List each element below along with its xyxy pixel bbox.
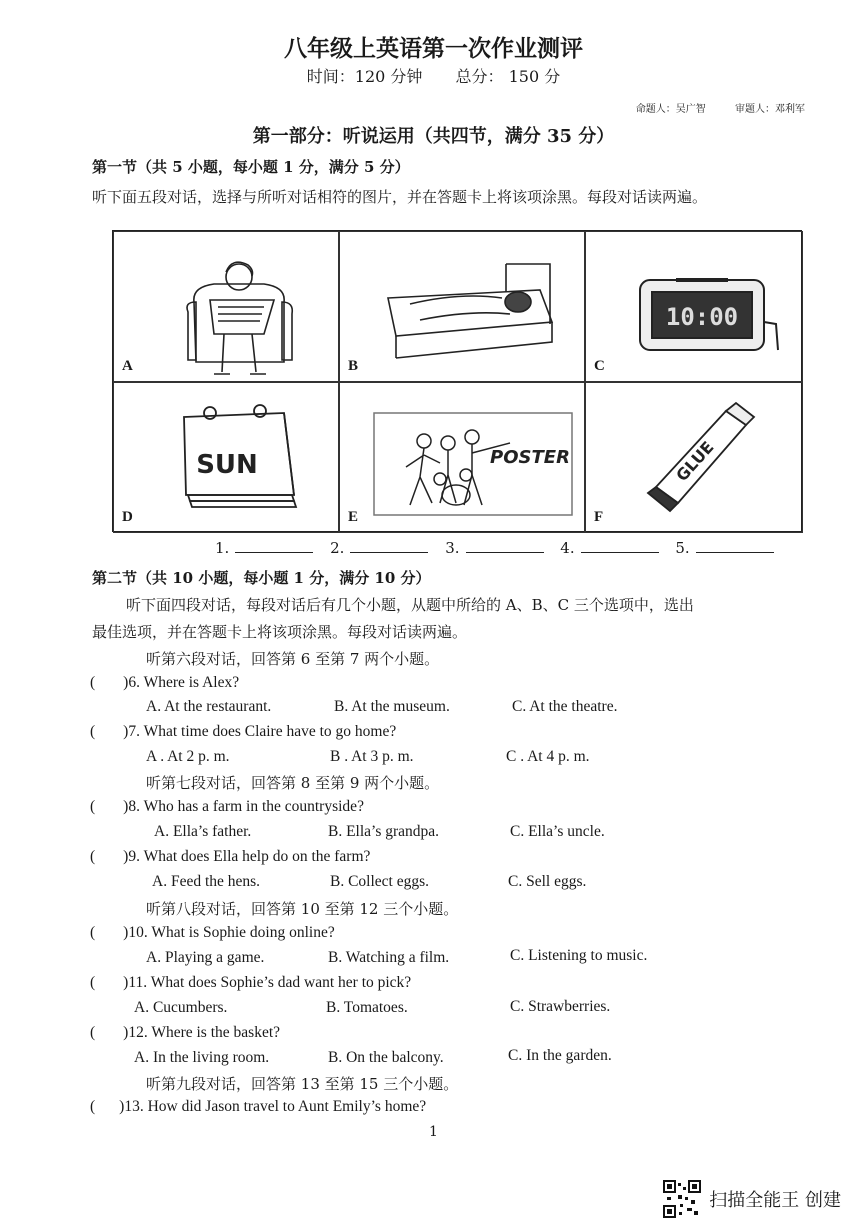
option-a: A. At the restaurant. [146, 698, 272, 715]
picture-f [585, 382, 803, 533]
page-number: 1 [429, 1124, 438, 1140]
picture-letter: D [122, 509, 133, 525]
option-c: C. Strawberries. [510, 998, 611, 1015]
option-c: C. At the theatre. [512, 698, 618, 715]
option-a: A. In the living room. [134, 1049, 270, 1066]
group-heading: 听第九段对话，回答第 13 至第 15 三个小题。 [146, 1075, 459, 1093]
option-c: C . At 4 p. m. [506, 748, 590, 765]
picture-e [339, 382, 585, 533]
exam-total-score: 总分： 150 分 [455, 67, 561, 86]
blank-3[interactable]: 3. [445, 538, 549, 557]
option-b: B. On the balcony. [328, 1049, 444, 1066]
picture-letter: C [594, 358, 605, 374]
poster-text: POSTER [490, 447, 570, 468]
option-b: B . At 3 p. m. [330, 748, 414, 765]
calendar-text: SUN [196, 450, 258, 480]
section-2-heading: 第二节（共 10 小题，每小题 1 分，满分 10 分） [92, 569, 431, 587]
option-c: C. In the garden. [508, 1047, 612, 1064]
part-heading: 第一部分：听说运用（共四节，满分 35 分） [252, 126, 615, 147]
glue-text: GLUE [672, 437, 718, 486]
exam-info [0, 64, 867, 87]
picture-letter: F [594, 509, 604, 525]
picture-b [339, 231, 585, 382]
scanner-watermark [663, 1180, 841, 1218]
picture-c [585, 231, 803, 382]
picture-a [113, 231, 339, 382]
setter: 命题人：吴广智 [635, 104, 706, 115]
option-a: A. Ella’s father. [154, 823, 252, 840]
option-a: A. Feed the hens. [152, 873, 261, 890]
blank-2[interactable]: 2. [330, 538, 434, 557]
question-10: ( )10. What is Sophie doing online? [90, 924, 335, 941]
question-12: ( )12. Where is the basket? [90, 1024, 281, 1041]
option-c: C. Ella’s uncle. [510, 823, 605, 840]
person-sleeping-icon [340, 232, 586, 383]
exam-time: 时间：120 分钟 [306, 67, 423, 86]
blank-4[interactable]: 4. [560, 538, 664, 557]
blank-1[interactable]: 1. [215, 538, 319, 557]
option-a: A . At 2 p. m. [146, 748, 230, 765]
question-7: ( )7. What time does Claire have to go home? [90, 723, 397, 740]
section-1-instruction: 听下面五段对话，选择与所听对话相符的图片，并在答题卡上将该项涂黑。每段对话读两遍。 [92, 188, 708, 206]
qr-code-icon [663, 1180, 701, 1218]
alarm-clock-icon [586, 232, 804, 383]
option-a: A. Cucumbers. [134, 999, 228, 1016]
glue-stick-icon [586, 383, 804, 534]
option-c: C. Sell eggs. [508, 873, 587, 890]
group-heading: 听第七段对话，回答第 8 至第 9 两个小题。 [146, 774, 440, 792]
group-heading: 听第六段对话，回答第 6 至第 7 两个小题。 [146, 650, 440, 668]
option-b: B. Tomatoes. [326, 999, 408, 1016]
page-title: 八年级上英语第一次作业测评 [284, 35, 583, 62]
option-b: B. Ella’s grandpa. [328, 823, 440, 840]
section-1-heading: 第一节（共 5 小题，每小题 1 分，满分 5 分） [92, 158, 410, 176]
question-6: ( )6. Where is Alex? [90, 674, 240, 691]
section-2-instruction-2: 最佳选项，并在答题卡上将该项涂黑。每段对话读两遍。 [92, 623, 468, 641]
picture-letter: E [348, 509, 359, 525]
exam-authors [610, 100, 805, 115]
band-poster-icon [340, 383, 586, 534]
picture-grid [112, 230, 802, 532]
calendar-sun-icon [114, 383, 340, 534]
option-c: C. Listening to music. [510, 947, 648, 964]
question-13: ( )13. How did Jason travel to Aunt Emily’s home? [90, 1098, 427, 1115]
question-8: ( )8. Who has a farm in the countryside? [90, 798, 364, 815]
picture-d [113, 382, 339, 533]
man-reading-newspaper-icon [114, 232, 340, 383]
section-2-instruction-1: 听下面四段对话，每段对话后有几个小题，从题中所给的 A、B、C 三个选项中，选出 [126, 596, 694, 614]
question-9: ( )9. What does Ella help do on the farm? [90, 848, 371, 865]
question-11: ( )11. What does Sophie’s dad want her to pick? [90, 974, 412, 991]
svg-text:10:00: 10:00 [665, 303, 739, 331]
option-b: B. At the museum. [334, 698, 450, 715]
picture-letter: B [348, 358, 359, 374]
answer-blanks [215, 538, 786, 557]
scanner-label: 扫描全能王 创建 [709, 1190, 841, 1211]
group-heading: 听第八段对话，回答第 10 至第 12 三个小题。 [146, 900, 459, 918]
picture-letter: A [122, 358, 133, 374]
blank-5[interactable]: 5. [675, 538, 779, 557]
option-a: A. Playing a game. [146, 949, 265, 966]
option-b: B. Collect eggs. [330, 873, 430, 890]
option-b: B. Watching a film. [328, 949, 450, 966]
reviewer: 审题人：邓利军 [735, 104, 805, 115]
